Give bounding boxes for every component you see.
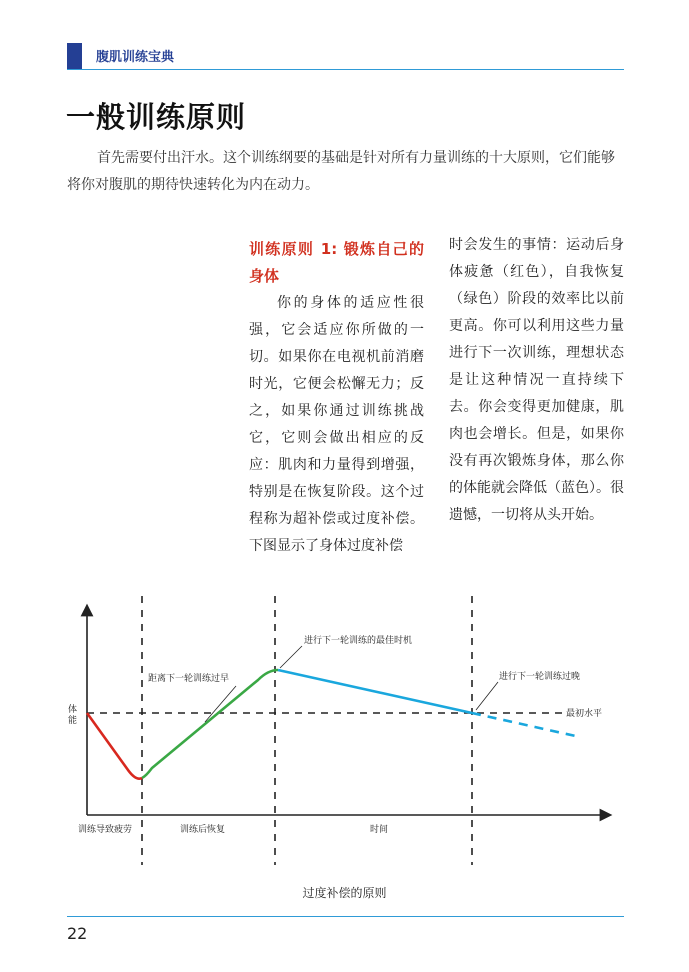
baseline-label: 最初水平 [566,709,603,719]
annotation-too-early: 距离下一轮训练过早 [148,674,230,684]
fatigue-curve [87,713,142,779]
footer-divider [67,916,624,917]
annotation-best-time: 进行下一轮训练的最佳时机 [304,636,413,646]
y-axis-label-1: 体 [68,705,78,715]
column2-text: 时会发生的事情：运动后身体疲惫（红色），自我恢复（绿色）阶段的效率比以前更高。你可以利用这些力量进行下一次训练，理想状态是让这种情况一直持续下去。你会变得更加健康，肌肉也会增长。但是，如果你没有再次锻炼身体，那么你的体能就会降低（蓝色）。很遗憾，一切将从头开始。 [449,237,624,523]
text-column-1 [249,236,424,560]
section-title: 训练原则 1: 锻炼自己的身体 [249,240,424,285]
header-accent-bar [67,43,82,70]
text-column-2 [449,232,624,529]
leader-too-late [476,682,498,710]
phase-label-fatigue: 训练导致疲劳 [78,825,133,835]
intro-paragraph: 首先需要付出汗水。这个训练纲要的基础是针对所有力量训练的十大原则，它们能够将你对腹肌的期待快速转化为内在动力。 [67,150,615,193]
annotation-too-late: 进行下一轮训练过晚 [499,672,581,682]
page-heading: 一般训练原则 [66,100,247,134]
page-number: 22 [67,924,88,943]
phase-label-time: 时间 [370,825,389,835]
recovery-curve [142,670,278,778]
header-title: 腹肌训练宝典 [96,50,175,65]
phase-label-recovery: 训练后恢复 [180,825,226,835]
column1-text: 你的身体的适应性很强，它会适应你所做的一切。如果你在电视机前消磨时光，它便会松懈无力；反之，如果你通过训练挑战它，它则会做出相应的反应：肌肉和力量得到增强，特别是在恢复阶段。这个过程称为超补偿或过度补偿。下图显示了身体过度补偿 [249,295,424,554]
supercompensation-diagram [60,590,660,870]
leader-too-early [205,686,236,722]
y-axis-label-2: 能 [68,716,78,726]
header-divider [67,69,624,70]
figure-caption: 过度补偿的原则 [302,886,387,900]
decline-projection [472,713,580,737]
decline-curve [278,670,472,713]
leader-best-time [280,646,302,668]
